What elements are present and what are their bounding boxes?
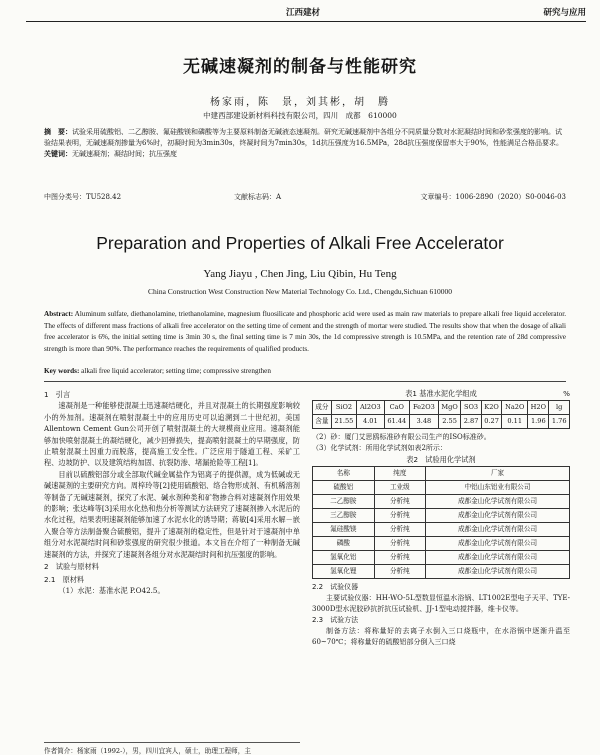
table-row: [313, 523, 570, 537]
table-row: [313, 551, 570, 565]
table-cell: 0.11: [502, 415, 528, 429]
heading-introduction: 1 引言: [44, 390, 71, 399]
table-header-cell: SO3: [461, 401, 482, 415]
table-cell: 3.48: [409, 415, 438, 429]
table-header-cell: 成分: [313, 401, 332, 415]
table-header-cell: CaO: [384, 401, 409, 415]
title-english: Preparation and Properties of Alkali Free Accelerator: [96, 233, 504, 253]
table1-unit: %: [563, 389, 570, 398]
table-row: [313, 467, 570, 481]
table-header-cell: H2O: [528, 401, 549, 415]
table-header-cell: 名称: [313, 467, 375, 481]
abstract-label-zh: 摘 要：: [44, 128, 72, 136]
table-cell: 4.01: [357, 415, 384, 429]
table-header-cell: MgO: [438, 401, 460, 415]
paragraph-instruments: 主要试验仪器：HH-WO-5L型数显恒温水浴锅、LT1002E型电子天平、TYE-3000D型水泥胶砂抗折抗压试验机、JJ-1型电动搅拌器，维卡仪等。: [312, 594, 570, 613]
journal-name: 江西建材: [286, 8, 321, 18]
table-cell: 成都金山化学试剂有限公司: [426, 509, 570, 523]
heading-experiment: 2 试验与原材料: [44, 562, 99, 572]
table-cell: 分析纯: [374, 509, 425, 523]
section-divider: [44, 381, 566, 382]
running-header: [26, 6, 586, 20]
author-footnote: 作者简介：杨家雨（1992-），男，四川宜宾人，硕士，助理工程师，主: [44, 742, 300, 755]
keywords-text-en: alkali free liquid accelerator; setting time; compressive strengthen: [81, 367, 271, 375]
abstract-chinese: [44, 127, 566, 160]
table-row: [313, 565, 570, 579]
table-header-cell: Fe2O3: [409, 401, 438, 415]
left-column: [44, 388, 300, 596]
table-cell: 中铝山东铝业有限公司: [426, 481, 570, 495]
table2-caption: [312, 454, 570, 466]
authors-chinese: 杨家雨，陈 景，刘其彬，胡 腾: [210, 97, 390, 108]
keywords-label-zh: 关键词：: [44, 150, 72, 158]
document-code: 文献标志码：A: [234, 193, 282, 201]
table2-title: 表2 试验用化学试剂: [406, 455, 476, 464]
table-row: [313, 495, 570, 509]
note-chemicals: （3）化学试剂：所用化学试剂如表2所示：: [312, 444, 447, 452]
table-cell: 成都金山化学试剂有限公司: [426, 565, 570, 579]
affiliation-english: China Construction West Construction New Material Technology Co. Ltd., Chengdu,Sichuan 610000: [148, 287, 452, 296]
abstract-text-en: Aluminum sulfate, diethanolamine, triethanolamine, magnesium fluosilicate and phosphoric acid were used as main raw materials to prepare alkali free liquid accelerator. The effects of different mass fractions of alkali free accelerator on the setting time of cement and the strength of mortar were studied. The results show that when the dosage of alkali free accelerator is 6%, the initial setting time is 3min 30 s, the final setting time is 7 min 30s, the 1d compressive strength is 10.5MPa, and the retention rate of 28d compressive strength is more than 90%. The performance reaches the requirements of qualified products.: [44, 310, 566, 353]
title-chinese: 无碱速凝剂的制备与性能研究: [183, 57, 417, 77]
abstract-text-zh: 试验采用硫酸铝、二乙醇胺、氟硅酸镁和磷酸等为主要原料制备无碱液态速凝剂。研究无碱速凝剂中各组分不同质量分数对水泥凝结时间和砂浆强度的影响。试验结果表明，无碱速凝剂掺量为6%时，初凝时间为3min30s，终凝时间为7min30s，1d抗压强度为16.5MPa，28d抗压强度保留率大于90%，性能满足合格品要求。: [44, 128, 563, 147]
table-cell: 磷酸: [313, 537, 375, 551]
table-header-cell: SiO2: [331, 401, 356, 415]
table-cell: 0.27: [481, 415, 502, 429]
paragraph-cement: （1）水泥：基准水泥 P.O42.5。: [58, 585, 165, 595]
table-cell: 61.44: [384, 415, 409, 429]
article-meta: [44, 192, 566, 203]
table-header-cell: Al2O3: [357, 401, 384, 415]
table-header-cell: 厂家: [426, 467, 570, 481]
authors-english: Yang Jiayu , Chen Jing, Liu Qibin, Hu Teng: [203, 268, 397, 280]
table-cell: 1.76: [549, 415, 570, 429]
table-cell: 分析纯: [374, 537, 425, 551]
table-cell: 氟硅酸镁: [313, 523, 375, 537]
table-header-cell: Na2O: [502, 401, 528, 415]
heading-method: 2.3 试验方法: [312, 616, 359, 624]
header-rule: [26, 21, 586, 22]
table-cell: 分析纯: [374, 565, 425, 579]
table-row: [313, 481, 570, 495]
section-name: 研究与应用: [543, 8, 586, 18]
clc-number: 中图分类号：TU528.42: [44, 193, 122, 201]
keywords-english: [44, 367, 566, 375]
heading-instruments: 2.2 试验仪器: [312, 583, 359, 591]
heading-materials: 2.1 原材料: [44, 574, 85, 584]
table-cell: 工业级: [374, 481, 425, 495]
cement-composition-table: [312, 400, 570, 429]
abstract-label-en: Abstract:: [44, 310, 74, 318]
table-cell: 氢氧化铝: [313, 551, 375, 565]
table-cell: 成都金山化学试剂有限公司: [426, 523, 570, 537]
table-row: [313, 509, 570, 523]
table-cell: 三乙醇胺: [313, 509, 375, 523]
table-cell: 成都金山化学试剂有限公司: [426, 537, 570, 551]
table-header-cell: K2O: [481, 401, 502, 415]
table-cell: 1.96: [528, 415, 549, 429]
affiliation-chinese: 中建西部建设新材料科技有限公司，四川 成都 610000: [203, 111, 397, 120]
keywords-label-en: Key words:: [44, 367, 80, 375]
paragraph-method: 制备方法：将称量好的去离子水倒入三口烧瓶中，在水浴锅中逐渐升温至60~70℃；将称量好的硫酸铝部分倒入三口烧: [312, 627, 570, 646]
table-cell: 氢氧化锂: [313, 565, 375, 579]
paragraph-intro-1: 速凝剂是一种能够使混凝土迅速凝结硬化，并且对混凝土的长期强度影响较小的外加剂。速凝剂在喷射混凝土中的应用历史可以追溯到二十世纪初，美国Allentown Cement Gun公司开创了喷射混凝土的大规模商业应用。速凝剂能够加快喷射混凝土的凝结硬化，减少回弹损失，提高喷射混凝土的早期强度，防止喷射混凝土因重力而脱落，提高施工安全性。广泛应用于隧道工程、采矿工程、边坡防护、以及建筑结构加固、抗裂防渗、堵漏抢险等工程[1]。: [44, 401, 300, 468]
table-cell: 2.55: [438, 415, 460, 429]
table-header-cell: lg: [549, 401, 570, 415]
table-row: [313, 415, 570, 429]
table-cell: 硫酸铝: [313, 481, 375, 495]
table-row: [313, 537, 570, 551]
table-cell: 分析纯: [374, 551, 425, 565]
abstract-english: [44, 309, 566, 355]
table-header-cell: 纯度: [374, 467, 425, 481]
table1-title: 表1 基准水泥化学组成: [405, 389, 477, 398]
reagents-table: [312, 466, 570, 579]
table-cell: 21.55: [331, 415, 356, 429]
table-cell: 含量: [313, 415, 332, 429]
table-cell: 分析纯: [374, 523, 425, 537]
table-cell: 成都金山化学试剂有限公司: [426, 551, 570, 565]
right-column: [312, 388, 570, 648]
table-cell: 二乙醇胺: [313, 495, 375, 509]
table-cell: 2.87: [461, 415, 482, 429]
table1-caption: [312, 388, 570, 400]
paragraph-intro-2: 目前以硫酸铝部分或全部取代碱金属盐作为铝离子的提供源，成为低碱或无碱速凝剂的主要研究方向。周梓玲等[2]使用硫酸铝、络合物形成剂、有机稀溶剂等制备了无碱速凝剂，探究了水泥、碱水剂种类和矿物掺合料对速凝剂作用效果的影响；张达峰等[3]采用水化热和热分析等测试方法研究了速凝剂掺入水泥后的水化过程，结果表明速凝剂能够加速了水泥水化的诱导期；蒋敏[4]采用水解－嵌入聚合等方法制备聚合硫酸铝，提升了速凝剂的稳定性，但是针对于速凝剂中单组分对水泥凝结时间和砂浆强度的研究很少报道。本文旨在介绍了一种制备无碱速凝剂的方法，并探究了速凝剂各组分对水泥凝结时间和抗压强度的影响。: [44, 469, 300, 559]
table-cell: 成都金山化学试剂有限公司: [426, 495, 570, 509]
article-number: 文章编号：1006-2890（2020）S0-0046-03: [420, 193, 566, 201]
table-cell: 分析纯: [374, 495, 425, 509]
keywords-text-zh: 无碱速凝剂；凝结时间；抗压强度: [72, 150, 177, 158]
table-row: [313, 401, 570, 415]
note-sand: （2）砂：厦门艾思鸥标准砂有限公司生产的ISO标准砂。: [312, 433, 491, 441]
